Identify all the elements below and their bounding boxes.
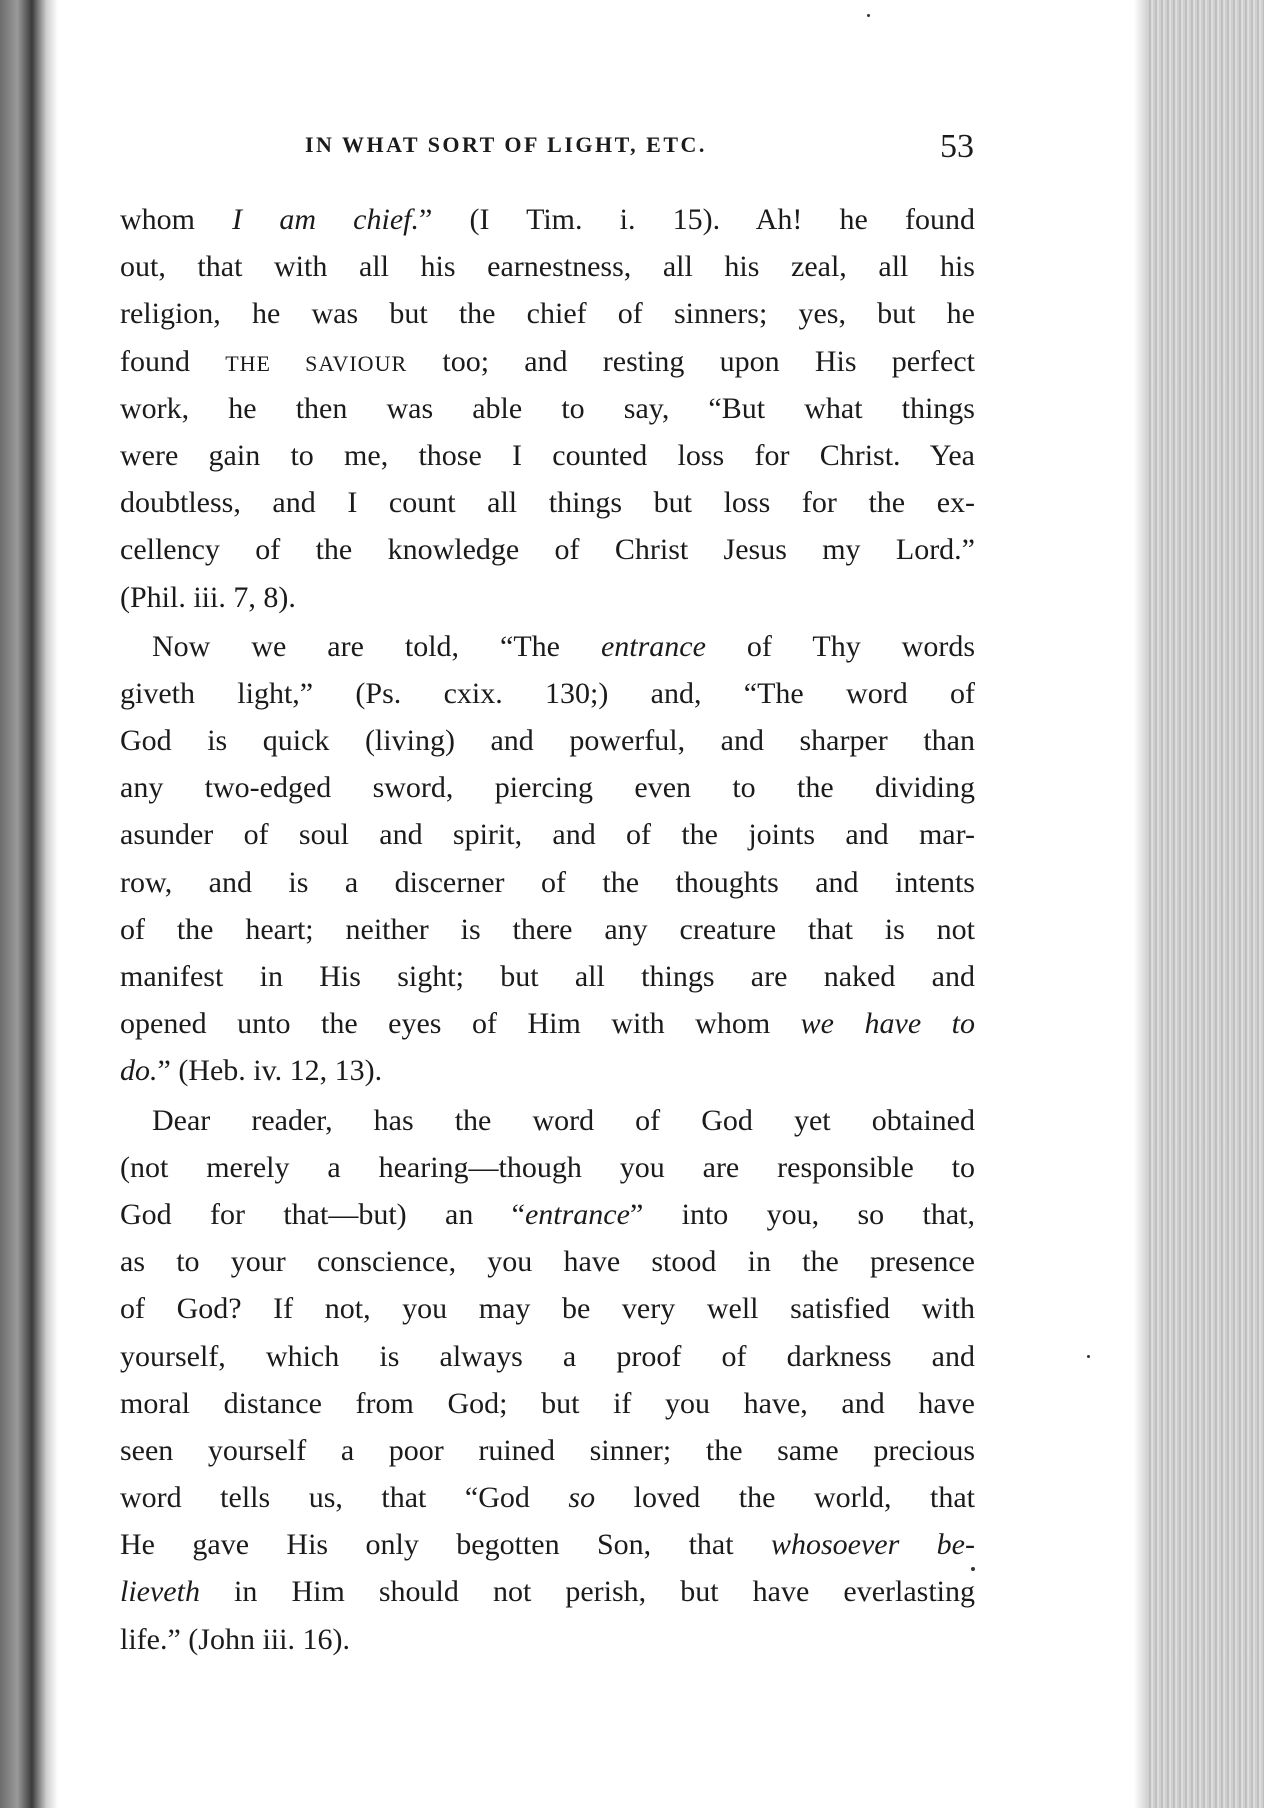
text-run: any two-edged sword, piercing even to the dividing: [120, 771, 975, 805]
text-line: [120, 1000, 975, 1047]
text-line: [120, 243, 975, 290]
text-run: row, and is a discerner of the thoughts and intents: [120, 865, 975, 899]
text-run: work, he then was able to say, “But what things: [120, 391, 975, 425]
book-binding-shadow: [0, 0, 58, 1808]
text-line: [120, 290, 975, 337]
text-line: [120, 432, 975, 479]
paragraph: [120, 623, 975, 1095]
text-line: [120, 479, 975, 526]
text-run: (Phil. iii. 7, 8).: [120, 580, 296, 614]
text-line: [120, 1285, 975, 1332]
text-line: [120, 1144, 975, 1191]
page-edge-shadow: [1134, 0, 1148, 1808]
text-run: He gave His only begotten Son, that: [120, 1528, 771, 1562]
text-run: opened unto the eyes of Him with whom: [120, 1007, 801, 1041]
text-line: [120, 1474, 975, 1521]
text-line: [120, 1333, 975, 1380]
paragraph: [120, 1097, 975, 1663]
text-run: were gain to me, those I counted loss for Christ. Yea: [120, 438, 975, 472]
body-text: [120, 196, 975, 1663]
text-line: [120, 338, 975, 385]
text-run: yourself, which is always a proof of darkness and: [120, 1339, 975, 1373]
text-run: (not merely a hearing—though you are responsible to: [120, 1150, 975, 1184]
italic-text: lieveth: [120, 1575, 200, 1609]
italic-text: so: [568, 1481, 596, 1515]
text-line: [120, 1191, 975, 1238]
print-speck: [1087, 1355, 1090, 1358]
text-run: found: [120, 344, 226, 378]
text-run: life.” (John iii. 16).: [120, 1622, 350, 1656]
text-line: [120, 1568, 975, 1615]
text-run: whom: [120, 203, 233, 236]
text-line: [120, 196, 975, 243]
text-run: manifest in His sight; but all things are naked and: [120, 960, 975, 993]
text-run: seen yourself a poor ruined sinner; the same precious: [120, 1433, 975, 1467]
text-line: [120, 1427, 975, 1474]
text-line: [120, 1616, 975, 1663]
italic-text: do.: [120, 1054, 158, 1088]
text-line: [120, 1380, 975, 1427]
italic-text: entrance: [524, 1197, 630, 1231]
text-line: [120, 953, 975, 1000]
text-line: [120, 1238, 975, 1285]
text-line: [120, 764, 975, 811]
text-run: doubtless, and I count all things but loss for the ex-: [120, 486, 975, 520]
text-line: [120, 717, 975, 764]
italic-text: entrance: [600, 629, 706, 663]
print-speck: [867, 14, 870, 17]
text-run: as to your conscience, you have stood in the presence: [120, 1245, 975, 1279]
text-line: [120, 670, 975, 717]
text-line: [120, 574, 975, 621]
text-line: [120, 906, 975, 953]
text-run: too; and resting upon His perfect: [407, 344, 975, 378]
page-number: 53: [940, 128, 974, 165]
text-line: [120, 1047, 975, 1094]
text-run: word tells us, that “God: [120, 1481, 569, 1515]
text-run: giveth light,” (Ps. cxix. 130;) and, “The word of: [120, 676, 975, 710]
text-run: of Thy words: [705, 629, 976, 663]
text-run: ” (I Tim. i. 15). Ah! he found: [418, 203, 975, 236]
text-run: Now we are told, “The: [152, 629, 601, 663]
text-run: ” into you, so that,: [629, 1197, 975, 1231]
text-line: [120, 811, 975, 858]
italic-text: whosoever be-: [770, 1528, 975, 1562]
text-run: out, that with all his earnestness, all his zeal, all his: [120, 250, 975, 284]
text-line: [120, 859, 975, 906]
print-speck: [971, 1567, 975, 1571]
text-line: [120, 1097, 975, 1144]
text-run: of God? If not, you may be very well satisfied with: [120, 1292, 975, 1326]
running-head: IN WHAT SORT OF LIGHT, ETC.: [305, 132, 707, 157]
text-run: God is quick (living) and powerful, and sharper than: [120, 724, 975, 758]
text-run: moral distance from God; but if you have, and have: [120, 1386, 975, 1420]
page-stack-edge: [1148, 0, 1264, 1808]
text-run: in Him should not perish, but have everlasting: [199, 1575, 975, 1609]
text-run: ” (Heb. iv. 12, 13).: [157, 1054, 383, 1088]
text-run: of the heart; neither is there any creature that is not: [120, 912, 975, 946]
italic-text: we have to: [800, 1007, 975, 1041]
text-line: [120, 1521, 975, 1568]
text-run: Dear reader, has the word of God yet obtained: [152, 1103, 975, 1137]
text-line: [120, 623, 975, 670]
small-caps-text: THE SAVIOUR: [225, 350, 408, 376]
italic-text: I am chief.: [232, 203, 419, 236]
paragraph: [120, 196, 975, 621]
text-line: [120, 385, 975, 432]
text-run: loved the world, that: [595, 1481, 975, 1515]
text-run: asunder of soul and spirit, and of the joints and mar-: [120, 818, 975, 852]
text-run: religion, he was but the chief of sinners; yes, but he: [120, 297, 975, 331]
text-run: cellency of the knowledge of Christ Jesus my Lord.”: [120, 533, 975, 567]
text-run: God for that—but) an “: [120, 1197, 525, 1231]
text-line: [120, 526, 975, 573]
